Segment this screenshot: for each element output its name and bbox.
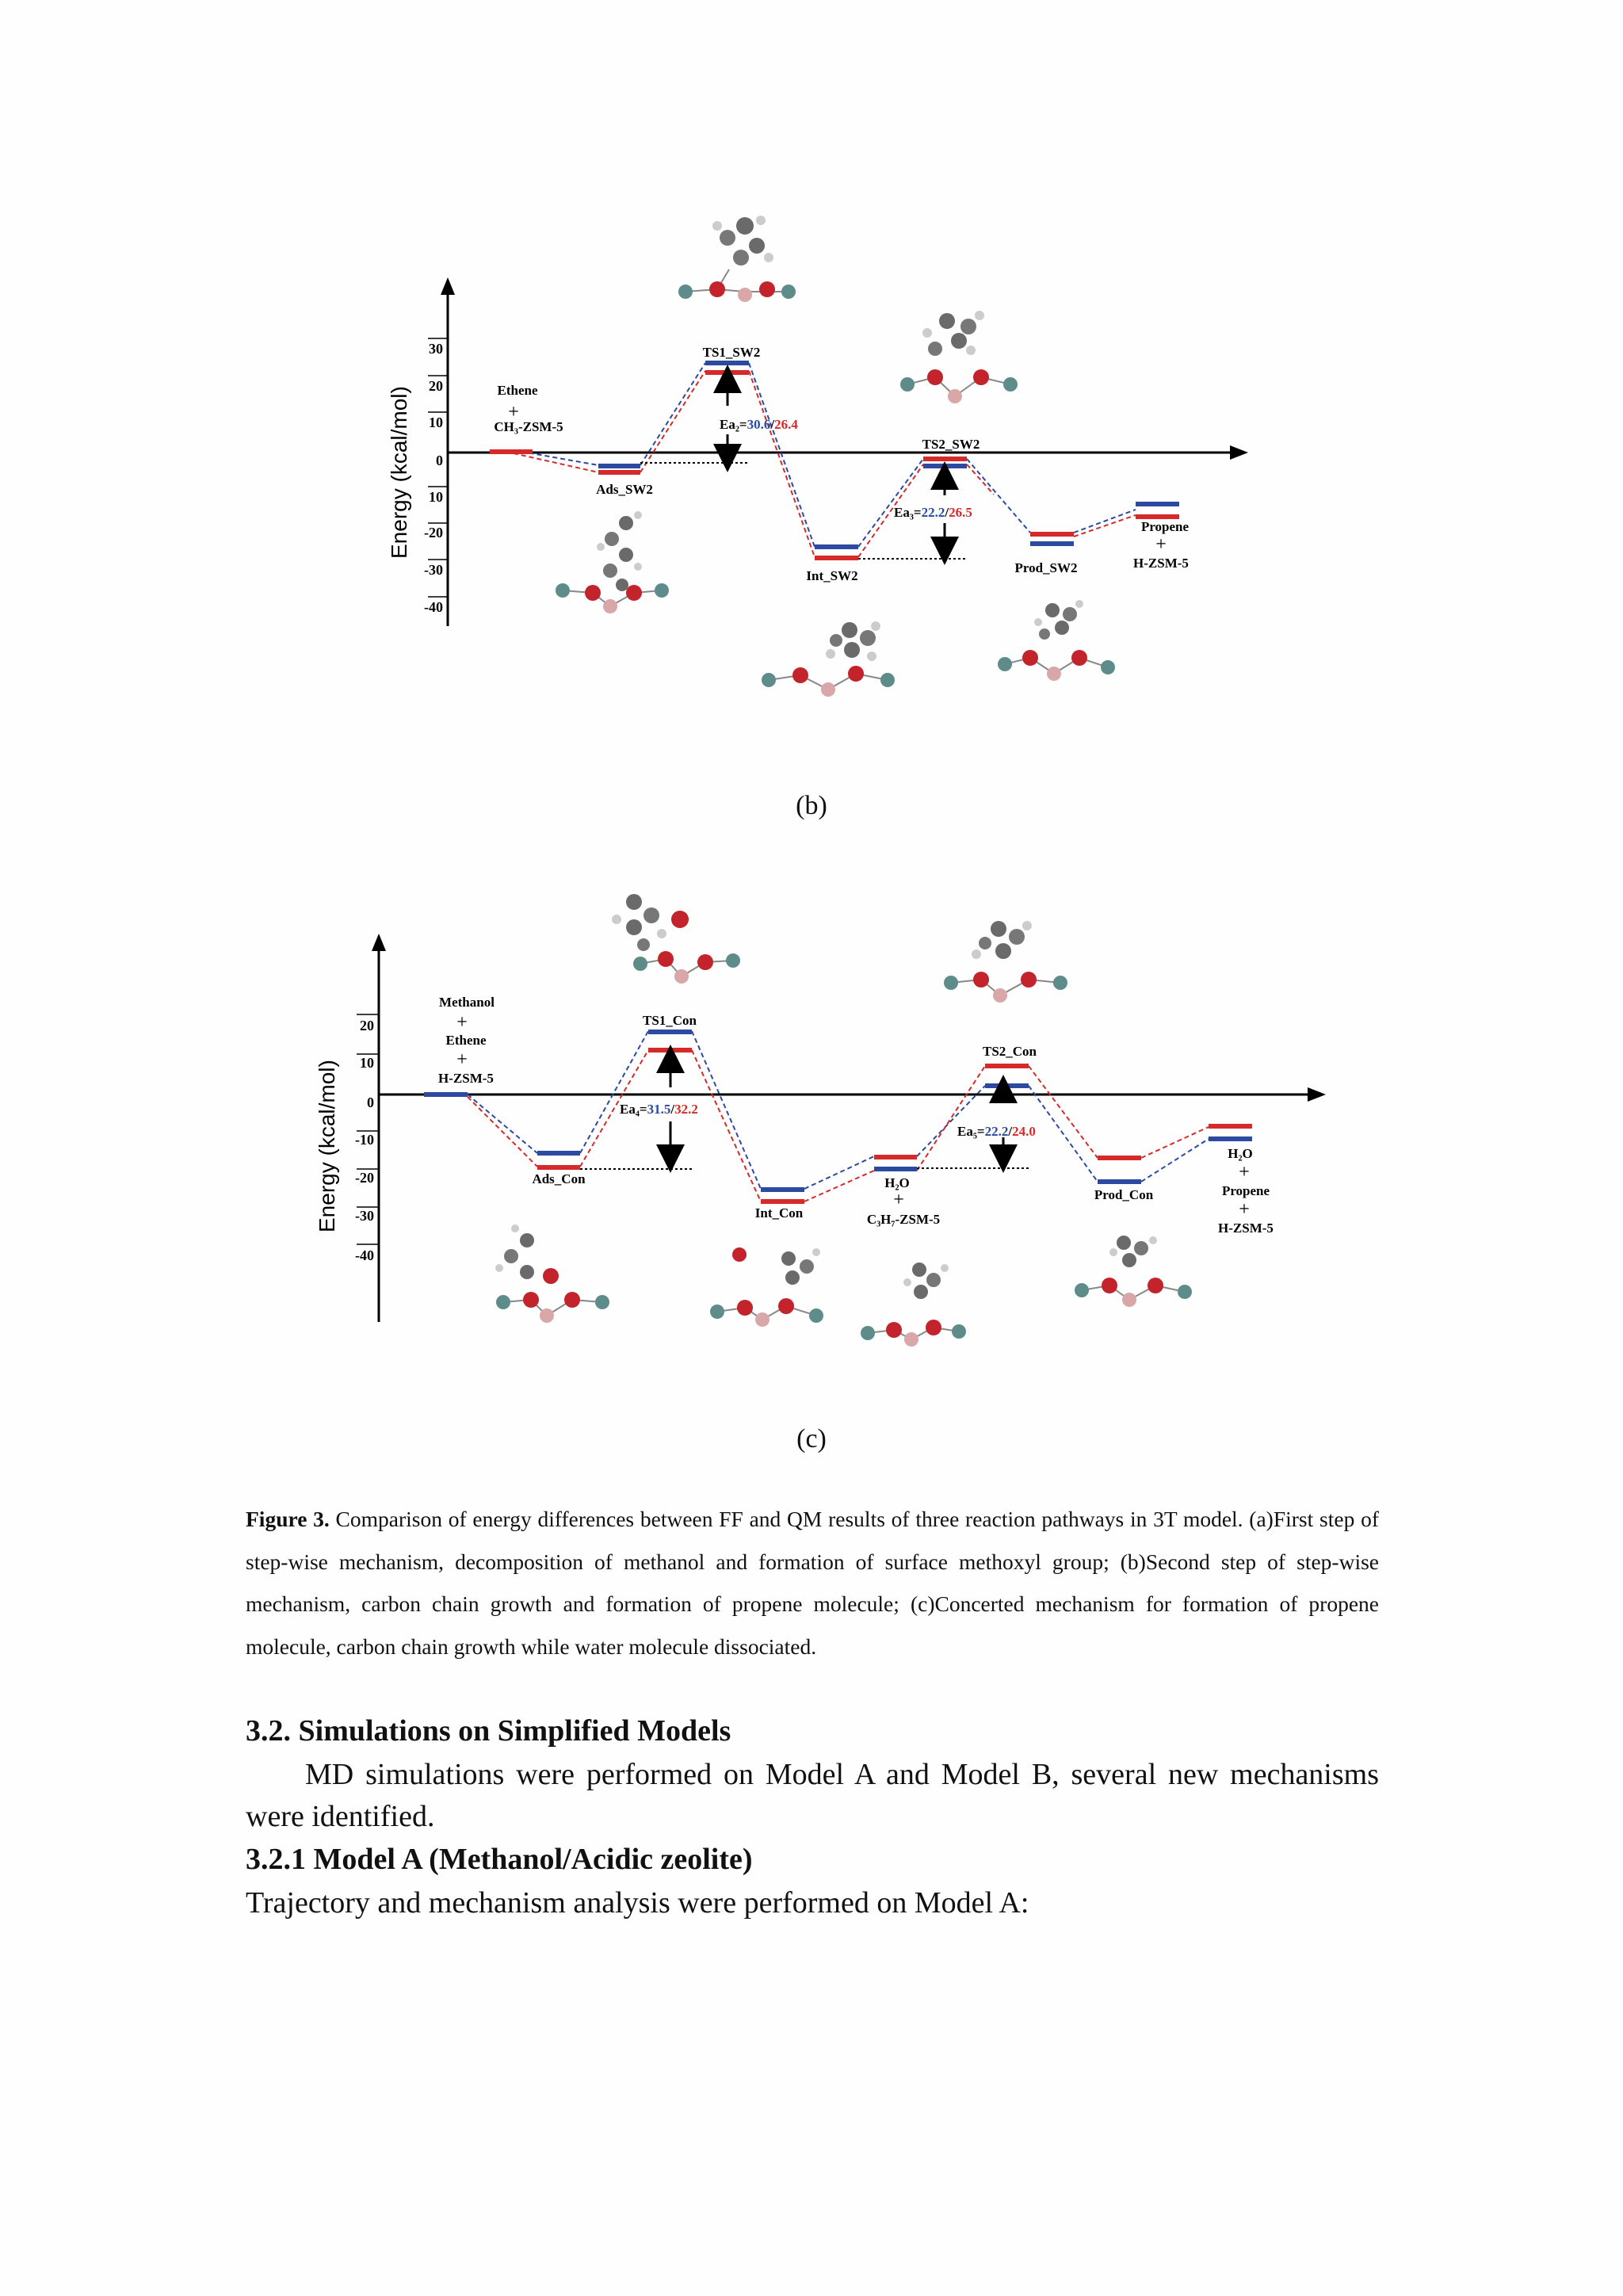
tick-label: -30 (424, 562, 443, 578)
state-label-prod: Prod_SW2 (1014, 560, 1078, 575)
molecule-int-icon (762, 621, 895, 697)
molecule-ts1-icon (678, 216, 796, 302)
plus-sign: + (1239, 1199, 1250, 1220)
state-label-start: CH₃-ZSM-5 (494, 419, 563, 434)
plus-sign: + (1239, 1162, 1250, 1182)
plus-sign: + (893, 1190, 904, 1210)
caption-label: Figure 3. (246, 1507, 330, 1531)
state-label-start: Ethene (497, 383, 538, 398)
tick-label: -10 (355, 1132, 374, 1148)
state-label-start: Ethene (445, 1033, 487, 1048)
tick-label: 0 (436, 453, 443, 468)
tick-label: 10 (429, 415, 443, 430)
state-label-ts2: TS2_Con (982, 1044, 1037, 1059)
ea-label-c2: Ea₅=22.2/24.0 (957, 1124, 1036, 1139)
ea-label-b1: Ea₂=30.6/26.4 (720, 417, 798, 432)
tick-label: 10 (360, 1055, 374, 1071)
state-label-ts2: TS2_SW2 (922, 437, 980, 452)
state-label-prod: Prod_Con (1094, 1187, 1154, 1202)
energy-diagram-c (0, 888, 1623, 1427)
plus-sign: + (456, 1012, 468, 1033)
section-heading: 3.2. Simulations on Simplified Models (246, 1714, 731, 1748)
state-label-ts1: TS1_SW2 (702, 345, 761, 360)
molecule-prod-icon (998, 600, 1115, 681)
caption-text: Comparison of energy differences between FF and QM results of three reaction pathways in 3T model. (a)First step of step-wise mechanism, decomposition of methanol and formation of surface methoxyl group; (b)Second step of step-wise mechanism, carbon chain growth and formation of propene molecule; (c)Concerted mechanism for formation of propene molecule, carbon chain growth while water molecule dissociated. (246, 1507, 1379, 1659)
state-label-ts1: TS1_Con (642, 1013, 697, 1028)
tick-label: -40 (355, 1247, 374, 1263)
state-label-end: H-ZSM-5 (1133, 556, 1189, 571)
energy-diagram-b (0, 190, 1623, 777)
molecule-int-icon (710, 1247, 823, 1327)
state-label-ads: Ads_Con (532, 1171, 586, 1186)
state-label-mid: C₃H₇-ZSM-5 (866, 1212, 941, 1227)
tick-label: -20 (355, 1170, 374, 1186)
subsection-heading: 3.2.1 Model A (Methanol/Acidic zeolite) (246, 1843, 753, 1876)
section-paragraph: MD simulations were performed on Model A and Model B, several new mechanisms were identified. (246, 1758, 1379, 1833)
tick-label: 30 (429, 341, 443, 357)
state-label-start: H-ZSM-5 (438, 1071, 494, 1086)
molecule-mid-icon (861, 1263, 966, 1347)
state-label-ads: Ads_SW2 (596, 482, 653, 497)
tick-label: -40 (424, 599, 443, 615)
state-label-end: H-ZSM-5 (1218, 1221, 1274, 1236)
body-line: Trajectory and mechanism analysis were performed on Model A: (246, 1886, 1029, 1920)
panel-label-b: (b) (796, 791, 827, 820)
y-tick-labels (424, 341, 443, 615)
state-label-int: Int_SW2 (806, 568, 858, 583)
molecule-ts1-icon (612, 894, 740, 984)
tick-label: 10 (429, 489, 443, 505)
tick-label: 0 (367, 1095, 374, 1110)
state-label-int: Int_Con (754, 1205, 804, 1221)
tick-label: 20 (360, 1018, 374, 1033)
state-label-mid: H₂O (884, 1175, 910, 1190)
panel-label-c: (c) (796, 1424, 827, 1454)
plus-sign: + (456, 1049, 468, 1070)
tick-label: -30 (355, 1208, 374, 1224)
state-label-end: H₂O (1228, 1146, 1253, 1161)
state-label-end: Propene (1140, 519, 1190, 534)
y-axis-label: Energy (kcal/mol) (315, 1060, 339, 1232)
y-axis-label: Energy (kcal/mol) (387, 386, 411, 559)
molecule-ts2-icon (900, 311, 1018, 403)
tick-label: -20 (424, 525, 443, 541)
ea-label-b2: Ea₃=22.2/26.5 (894, 505, 972, 520)
state-label-start: Methanol (439, 995, 495, 1010)
figure-caption (246, 1498, 1379, 1668)
molecule-ads-icon (495, 1224, 609, 1323)
state-label-end: Propene (1221, 1183, 1270, 1198)
molecule-ads-icon (556, 511, 669, 613)
plus-sign: + (508, 402, 519, 422)
plus-sign: + (1155, 534, 1167, 555)
tick-label: 20 (429, 378, 443, 394)
ea-label-c1: Ea₄=31.5/32.2 (620, 1102, 698, 1117)
molecule-prod-icon (1075, 1236, 1192, 1307)
molecule-ts2-icon (944, 921, 1067, 1003)
